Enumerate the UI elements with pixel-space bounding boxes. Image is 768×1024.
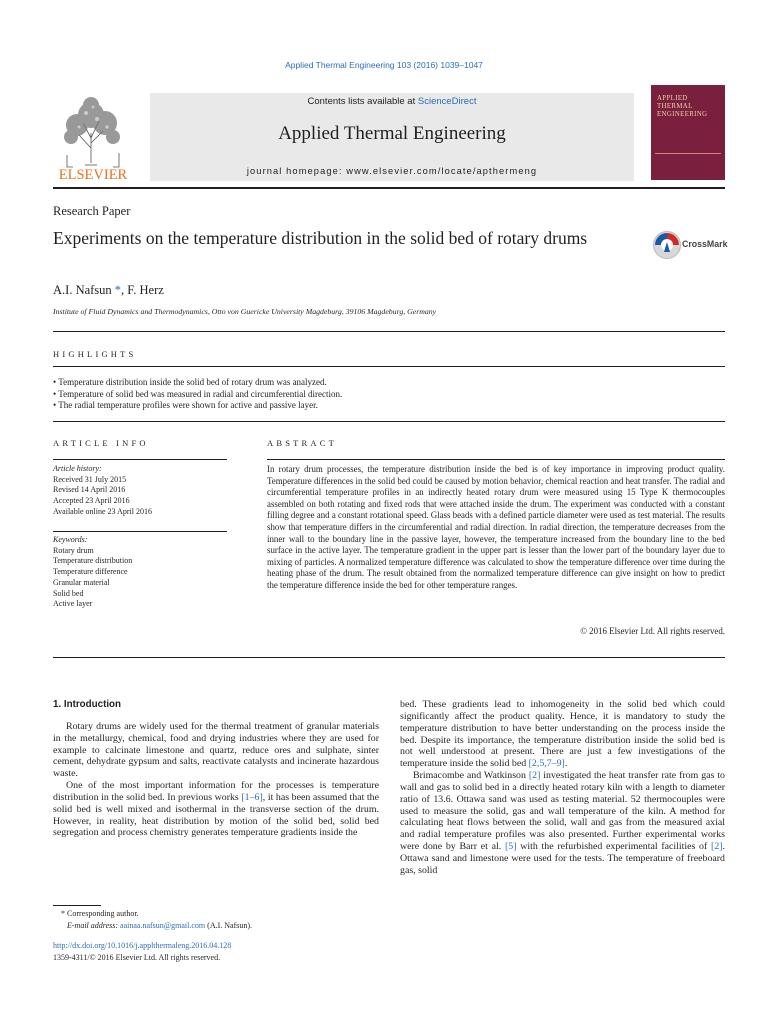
elsevier-tree-icon (53, 93, 133, 183)
paragraph-text: , it has been assumed that the solid bed is well mixed and isothermal in the transverse section of the drum. However, in reality, heat distribution by motion of the solid bed, solid bed segregation and process chemistry generates temperature gradients inside the (53, 791, 379, 839)
abstract-text: In rotary drum processes, the temperature distribution inside the bed is of key importance in improving product quality. Temperature differences in the solid bed could be caused by motion behavior, chemical reaction and heat transfer. The radial and circumferential temperature profiles in an indirectly heated rotary drum were measured using 15 Type K thermocouples assembled on both rotating and fixed rods that were attached inside the drum. The experiment was conducted with a constant filling degree and a constant rotational speed. Glass beads with a defined particle diameter were used as test material. The results show that temperature differs in the circumferential and radial direction. In radial direction, the temperature decreases from the inner wall to the boundary line in the passive layer, however, the temperature increased from the boundary line to the bed surface in the active layer. The temperature gradient in the upper part is lesser than the lower part of the boundary layer due to mixing of particles. A normalized temperature difference was calculated to show the temperature difference over time during the heating phase of the drum. The result obtained from the normalized temperature difference can give insight on how to predict the temperature difference inside the bed for other temperature ranges. (267, 464, 725, 590)
highlight-item: • Temperature of solid bed was measured in radial and circumferential direction. (53, 388, 343, 399)
cover-title-line: THERMAL (657, 103, 693, 110)
header-rule (53, 187, 725, 189)
section-rule (53, 531, 227, 532)
cover-divider (655, 153, 721, 162)
footnote-rule (53, 905, 101, 906)
contents-prefix: Contents lists available at (307, 96, 418, 107)
journal-name: Applied Thermal Engineering (278, 123, 506, 144)
section-rule (53, 657, 725, 658)
affiliation: Institute of Fluid Dynamics and Thermodynamics, Otto von Guericke University Magdeburg, 39106 Magdeburg, Germany (53, 307, 437, 316)
highlight-item: • The radial temperature profiles were shown for active and passive layer. (53, 400, 318, 411)
paragraph-text: Brimacombe and Watkinson (413, 770, 529, 782)
corresponding-note: * Corresponding author. (61, 909, 139, 918)
journal-cover-image (651, 85, 725, 180)
email-link[interactable]: aainaa.nafsun@gmail.com (120, 920, 206, 930)
keyword: Active layer (53, 599, 93, 609)
cover-title-line: ENGINEERING (657, 111, 708, 118)
citation-link[interactable]: [1–6] (241, 791, 263, 803)
email-owner: (A.I. Nafsun). (205, 920, 253, 930)
citation-link[interactable]: [2] (711, 841, 723, 853)
citation-link[interactable]: [2,5,7–9] (528, 758, 565, 770)
corresponding-mark[interactable]: * (114, 283, 122, 297)
highlight-text: The radial temperature profiles were shown for active and passive layer. (58, 400, 318, 411)
email-note (53, 920, 252, 932)
article-type: Research Paper (53, 204, 131, 218)
issn-line: 1359-4311/© 2016 Elsevier Ltd. All rights reserved. (53, 952, 221, 962)
citation-link[interactable]: [2] (528, 770, 541, 782)
keywords-label: Keywords: (53, 535, 88, 544)
section-rule (53, 331, 725, 332)
doi-link[interactable]: http://dx.doi.org/10.1016/j.applthermaleng.2016.04.128 (53, 941, 232, 950)
article-info-heading: ARTICLE INFO (53, 438, 149, 448)
paragraph-text: . Ottawa sand and limestone were used for the tests. The temperature of freeboard gas, solid (400, 841, 726, 876)
section-heading: 1. Introduction (53, 699, 122, 710)
journal-homepage[interactable]: journal homepage: www.elsevier.com/locate/apthermeng (246, 166, 538, 176)
keyword: Rotary drum (53, 545, 94, 555)
cover-title-line: APPLIED (657, 95, 688, 102)
section-rule (53, 421, 725, 422)
crossmark-label: CrossMark (682, 239, 728, 249)
email-label: E-mail address: (67, 920, 121, 930)
keyword: Solid bed (53, 588, 84, 598)
highlights-heading: HIGHLIGHTS (53, 349, 137, 359)
section-rule (53, 459, 227, 460)
elsevier-wordmark: ELSEVIER (58, 167, 128, 183)
body-column-right (400, 699, 725, 877)
paragraph-text: . (564, 758, 568, 770)
journal-banner (150, 93, 634, 181)
footnotes (53, 908, 252, 931)
sciencedirect-link[interactable]: ScienceDirect (417, 96, 477, 107)
paragraph-text: bed. These gradients lead to inhomogeneity in the solid bed which could significantly affect the product quality. Hence, it is mandatory to study the temperature distribution to have better understanding on the process inside the bed. Despite its importance, the temperature distribution inside the solid bed is not well understood at present. There are just a few investigations of the temperature inside the solid bed (400, 699, 725, 770)
history-label: Article history: (53, 464, 102, 473)
section-rule (53, 366, 725, 367)
elsevier-logo (53, 93, 133, 183)
journal-reference[interactable]: Applied Thermal Engineering 103 (2016) 1039–1047 (285, 60, 483, 70)
keyword: Temperature distribution (53, 556, 133, 566)
history-item: Revised 14 April 2016 (53, 485, 126, 495)
keywords (53, 535, 132, 610)
citation-link[interactable]: [5] (504, 841, 517, 853)
highlight-text: Temperature of solid bed was measured in radial and circumferential direction. (58, 388, 343, 399)
article-title: Experiments on the temperature distribution in the solid bed of rotary drums (53, 228, 588, 248)
paragraph: Rotary drums are widely used for the thermal treatment of granular materials in the metallurgy, chemical, food and drying industries where they are used for example to calcinate limestone and quartz, reduce ores and sulphate, sinter cement, dehydrate gypsum and salts, reactivate catalysts and incinerate hazardous waste. (53, 720, 379, 780)
paragraph-text: with the refurbished experimental facilities of (516, 841, 712, 853)
history-item: Accepted 23 April 2016 (53, 496, 130, 506)
highlights-list (53, 377, 342, 412)
highlight-item: • Temperature distribution inside the solid bed of rotary drum was analyzed. (53, 377, 327, 387)
crossmark-badge[interactable] (652, 230, 727, 260)
history-item: Available online 23 April 2016 (53, 506, 152, 516)
keyword: Granular material (53, 577, 110, 587)
author-name: A.I. Nafsun (53, 283, 112, 297)
abstract-copyright: © 2016 Elsevier Ltd. All rights reserved. (580, 626, 725, 636)
article-history (53, 464, 152, 518)
body-column-left (53, 699, 379, 839)
crossmark-icon (652, 230, 682, 260)
history-item: Received 31 July 2015 (53, 474, 127, 484)
highlight-text: Temperature distribution inside the solid bed of rotary drum was analyzed. (58, 377, 327, 387)
paragraph (400, 770, 725, 877)
author-name: , F. Herz (121, 283, 164, 297)
paragraph-text: investigated the heat transfer rate from gas to wall and gas to solid bed in a directly heated rotary kiln with a length to diameter ratio of 13.6. Ottawa sand was used as testing material. 52 thermocouples were used to measure the solid, gas and wall temperature of the kiln. A method for calculating heat flows between the solid, wall and gas from the measured axial and radial temperature profiles was also presented. Further experimental works were done by Barr et al. (400, 770, 725, 853)
paragraph (400, 699, 725, 770)
abstract-heading: ABSTRACT (267, 438, 337, 448)
doi-block (53, 940, 231, 963)
paragraph-text: One of the most important information for the processes is temperature distribution in the solid bed. In previous works (53, 780, 379, 803)
authors (53, 283, 164, 298)
section-rule (267, 459, 725, 460)
paragraph (53, 780, 379, 839)
contents-line (150, 96, 634, 107)
keyword: Temperature difference (53, 567, 128, 577)
